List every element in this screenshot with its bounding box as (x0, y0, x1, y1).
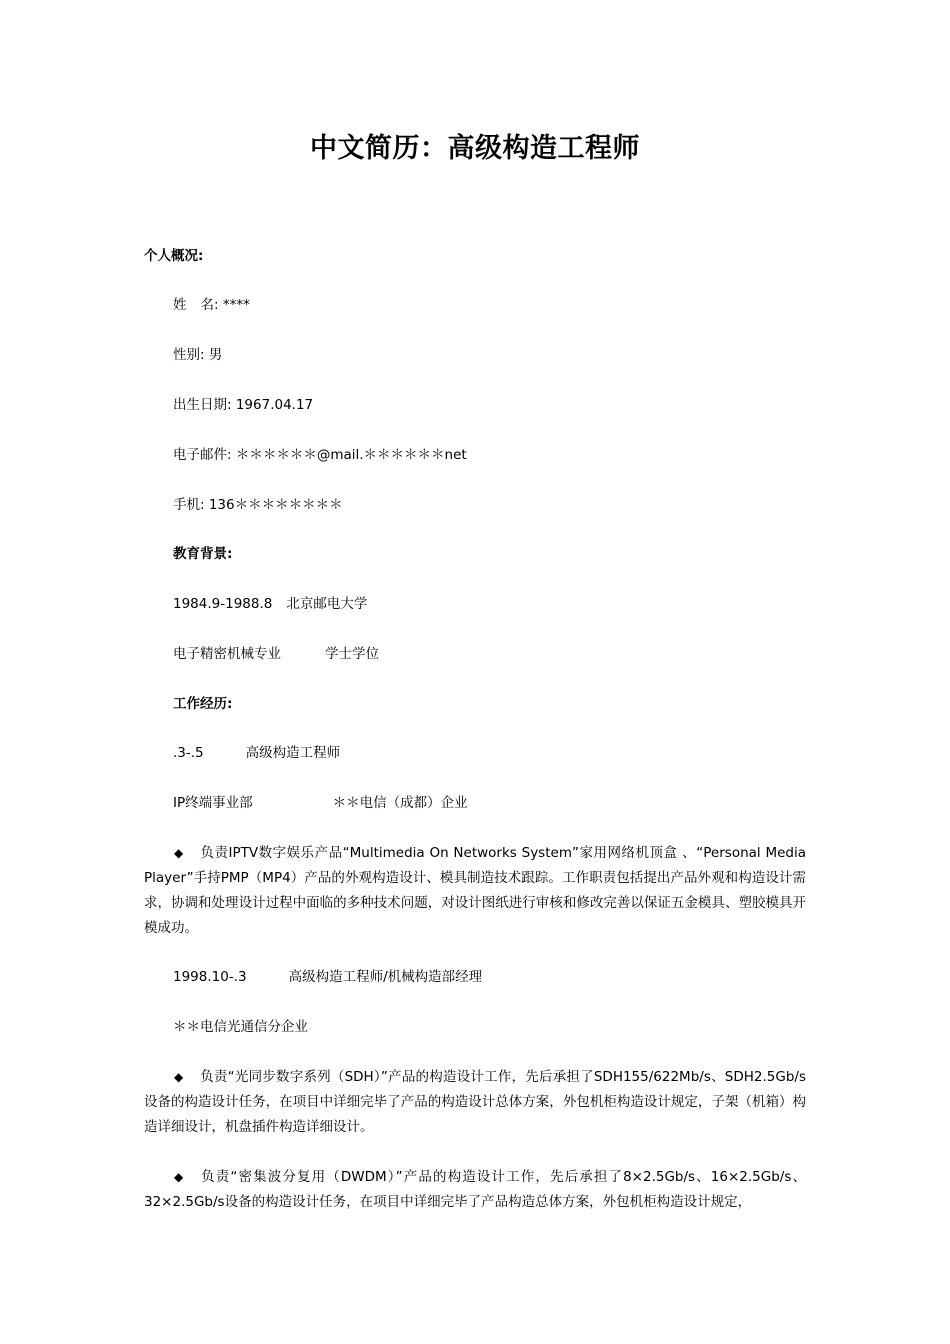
job2-period-line (173, 967, 482, 987)
job1-period-line (173, 743, 340, 763)
job1-company: ＊＊电信（成都）企业 (332, 795, 468, 811)
job1-department: IP终端事业部 (173, 795, 253, 811)
education-major: 电子精密机械专业 (173, 646, 281, 662)
job1-company-line (173, 793, 468, 813)
birth-line: 出生日期: 1967.04.17 (173, 397, 314, 413)
education-degree: 学士学位 (325, 646, 379, 662)
bullet-icon: ◆ (174, 1070, 184, 1084)
name-label-2: 名: (200, 297, 219, 313)
personal-heading: 个人概况: (144, 248, 204, 264)
job2-description-1 (144, 1065, 806, 1140)
job1-position: 高级构造工程师 (245, 745, 341, 761)
job2-description-2-text: 负责“密集波分复用（DWDM）”产品的构造设计工作，先后承担了8×2.5Gb/s、16×2.5Gb/s、32×2.5Gb/s设备的构造设计任务，在项目中详细完毕了产品构造总体方案，外包机柜构造设计规定， (144, 1169, 806, 1210)
name-label: 姓 (173, 297, 187, 313)
job2-description-1-text: 负责“光同步数字系列（SDH）”产品的构造设计工作，先后承担了SDH155/622Mb/s、SDH2.5Gb/s设备的构造设计任务，在项目中详细完毕了产品的构造设计总体方案，外包机柜构造设计规定，子架（机箱）构造详细设计，机盘插件构造详细设计。 (144, 1069, 806, 1135)
job2-description-2 (144, 1165, 806, 1215)
job2-period: 1998.10-.3 (173, 969, 247, 985)
job1-description (144, 841, 806, 941)
job1-period: .3-.5 (173, 745, 204, 761)
bullet-icon: ◆ (174, 1170, 184, 1184)
email-line: 电子邮件: ＊＊＊＊＊＊@mail.＊＊＊＊＊＊net (173, 447, 467, 463)
bullet-icon: ◆ (174, 846, 184, 860)
name-line (173, 295, 250, 315)
education-heading: 教育背景: (173, 546, 233, 562)
education-period-line (173, 594, 367, 614)
gender-line: 性别: 男 (173, 347, 223, 363)
education-major-line (173, 644, 379, 664)
document-title: 中文简历：高级构造工程师 (310, 133, 640, 164)
mobile-line: 手机: 136＊＊＊＊＊＊＊＊ (173, 497, 343, 513)
job2-company-line: ＊＊电信光通信分企业 (173, 1019, 308, 1035)
education-school: 北京邮电大学 (286, 596, 368, 612)
job1-description-text: 负责IPTV数字娱乐产品“Multimedia On Networks System”家用网络机顶盒 、“Personal Media Player”手持PMP（MP4）产品的外观构造设计、模具制造技术跟踪。工作职责包括提出产品外观和构造设计需求，协调和处理设计过程中面临的多种技术问题，对设计图纸进行审核和修改完善以保证五金模具、塑胶模具开模成功。 (144, 845, 806, 936)
education-period: 1984.9-1988.8 (173, 596, 273, 612)
work-heading: 工作经历: (173, 696, 233, 712)
name-value: **** (222, 297, 250, 313)
job2-position: 高级构造工程师/机械构造部经理 (288, 969, 483, 985)
